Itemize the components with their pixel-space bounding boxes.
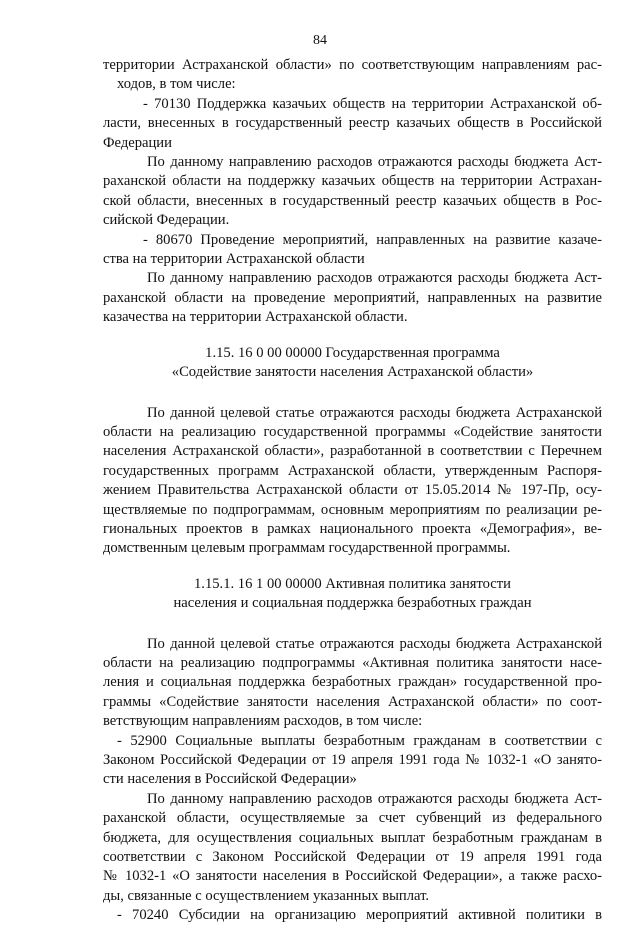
text-line: сийской Федерации. — [103, 212, 230, 229]
text-line: населения Астраханской области», разработанной в соответствии с Перечнем — [103, 443, 602, 460]
text-line: области на реализацию государственной программы «Содействие занятости — [103, 423, 602, 440]
text-line: ходов, в том числе: — [117, 76, 236, 93]
text-line: ды, связанные с осуществлением указанных выплат. — [103, 887, 430, 904]
text-line: По данному направлению расходов отражаются расходы бюджета Аст- — [147, 154, 602, 171]
subsection-heading: населения и социальная поддержка безработных граждан — [173, 595, 532, 612]
text-line: По данной целевой статье отражаются расходы бюджета Астраханской — [147, 404, 602, 421]
text-line: Законом Российской Федерации от 19 апреля 1991 года № 1032-1 «О занято- — [103, 752, 602, 768]
page-number: 84 — [313, 33, 327, 48]
section-heading: 1.15. 16 0 00 00000 Государственная программа — [205, 344, 500, 361]
section-heading: «Содействие занятости населения Астраханской области» — [171, 364, 534, 381]
text-line: Федерации — [103, 134, 172, 151]
text-line: - 70240 Субсидии на организацию мероприятий активной политики в — [117, 907, 602, 924]
spacer — [103, 614, 602, 635]
text-line: № 1032-1 «О занятости населения в Российской Федерации», а также расхо- — [103, 868, 602, 885]
text-line: раханской области, осуществляемые за счет субвенций из федерального — [103, 810, 602, 827]
text-line: ласти, внесенных в государственный реестр казачьих обществ в Российской — [103, 115, 602, 132]
spacer — [103, 383, 602, 404]
text-line: бюджета, для осуществления социальных выплат безработным гражданам в — [103, 829, 602, 846]
text-line: жением Правительства Астраханской области от 15.05.2014 № 197-Пр, осу- — [103, 482, 602, 499]
text-line: ления и социальная поддержка безработных граждан» государственной про- — [103, 674, 602, 691]
spacer — [103, 559, 602, 575]
text-line: государственных программ Астраханской области, утвержденным Распоря- — [103, 462, 602, 479]
text-line: - 52900 Социальные выплаты безработным гражданам в соответствии с — [117, 732, 602, 749]
text-line: По данной целевой статье отражаются расходы бюджета Астраханской — [147, 635, 602, 652]
text-line: соответствии с Законом Российской Федерации от 19 апреля 1991 года — [103, 849, 602, 866]
text-line: - 70130 Поддержка казачьих обществ на территории Астраханской об- — [143, 95, 602, 112]
text-line: домственным целевым программам государственной программы. — [103, 540, 511, 557]
text-line: граммы «Содействие занятости населения Астраханской области» по соот- — [103, 693, 602, 710]
text-line: - 80670 Проведение мероприятий, направленных на развитие казаче- — [143, 231, 602, 248]
text-line: гиональных проектов в рамках национального проекта «Демография», ве- — [103, 520, 602, 537]
subsection-heading: 1.15.1. 16 1 00 00000 Активная политика занятости — [194, 575, 511, 592]
text-line: ства на территории Астраханской области — [103, 251, 365, 268]
text-line: По данному направлению расходов отражаются расходы бюджета Аст- — [147, 790, 602, 807]
spacer — [103, 328, 602, 344]
text-line: раханской области на поддержку казачьих обществ на территории Астрахан- — [103, 173, 602, 190]
text-line: ветствующим направлениям расходов, в том числе: — [103, 713, 423, 730]
text-line: территории Астраханской области» по соответствующим направлениям рас- — [103, 57, 602, 73]
text-line: ской области, внесенных в государственный реестр казачьих обществ в Рос- — [103, 192, 602, 209]
text-line: казачества на территории Астраханской области. — [103, 309, 408, 326]
page-content — [103, 56, 602, 926]
text-line: ществляемые по подпрограммам, основным мероприятиям по реализации ре- — [103, 501, 602, 518]
text-line: раханской области на проведение мероприятий, направленных на развитие — [103, 289, 602, 306]
text-line: области на реализацию подпрограммы «Активная политика занятости насе- — [103, 654, 602, 671]
text-line: сти населения в Российской Федерации» — [103, 771, 357, 788]
text-line: По данному направлению расходов отражаются расходы бюджета Аст- — [147, 270, 602, 287]
